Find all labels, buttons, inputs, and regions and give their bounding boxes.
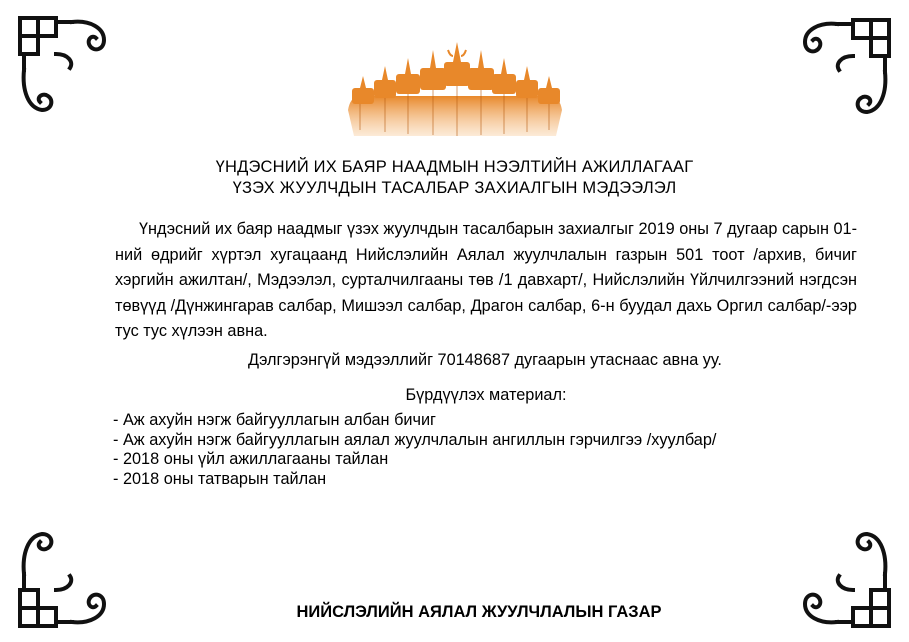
list-item: - 2018 оны үйл ажиллагааны тайлан bbox=[113, 450, 389, 468]
title-line-2: ҮЗЭХ ЖУУЛЧДЫН ТАСАЛБАР ЗАХИАЛГЫН МЭДЭЭЛЭЛ bbox=[232, 179, 677, 197]
footer-organization: НИЙСЛЭЛИЙН АЯЛАЛ ЖУУЛЧЛАЛЫН ГАЗАР bbox=[296, 603, 662, 621]
materials-heading: Бүрдүүлэх материал: bbox=[405, 386, 567, 404]
list-item: - Аж ахуйн нэгж байгууллагын аялал жуулчлалын ангиллын гэрчилгээ /хуулбар/ bbox=[113, 430, 717, 449]
list-item: - Аж ахуйн нэгж байгууллагын албан бичиг bbox=[113, 411, 437, 429]
materials-list bbox=[113, 411, 716, 489]
contact-info: Дэлгэрэнгүй мэдээллийг 70148687 дугаарын утаснаас авна уу. bbox=[248, 351, 722, 369]
list-item: - 2018 оны татварын тайлан bbox=[113, 469, 327, 488]
corner-ornament-icon bbox=[797, 12, 897, 130]
title-line-1: ҮНДЭСНИЙ ИХ БАЯР НААДМЫН НЭЭЛТИЙН АЖИЛЛАГААГ bbox=[215, 158, 694, 176]
nine-banners-logo-icon bbox=[340, 40, 570, 140]
announcement-paragraph: Үндэсний их баяр наадмыг үзэх жуулчдын тасалбарын захиалгыг 2019 оны 7 дугаар сарын 01-ний өдрийг хүртэл хугацаанд Нийслэлийн Аялал жуулчлалын газрын 501 тоот /архив, бичиг хэргийн ажилтан/, Мэдээлэл, сурталчилгааны төв /1 давхарт/, Нийслэлийн Үйлчилгээний нэгдсэн төвүүд /Дүнжингарав салбар, Мишээл салбар, Драгон салбар, 6-н буудал дахь Оргил салбар/-ээр тус тус хүлээн авна. bbox=[115, 220, 857, 340]
corner-ornament-icon bbox=[12, 10, 112, 128]
